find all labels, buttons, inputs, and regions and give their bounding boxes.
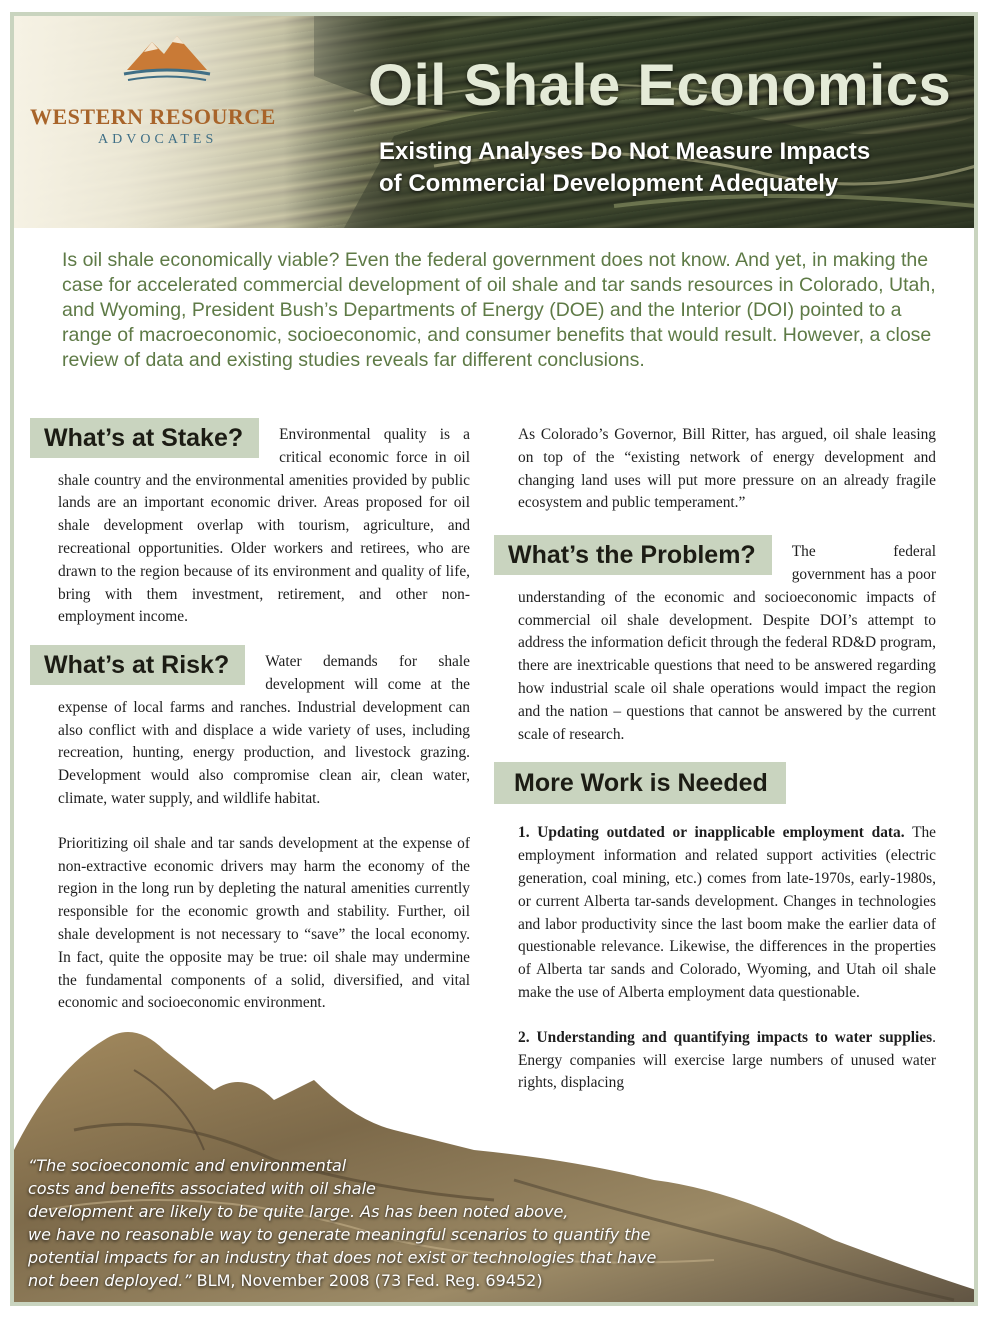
logo-subtitle: ADVOCATES [98, 132, 218, 147]
stake-paragraph: Environmental quality is a critical economic force in oil shale country and the environmental amenities provided by public lands are an important economic driver. Areas proposed for oil shale development overlap with tourism, agriculture, and recreational opportunities. Older workers and retirees, who are drawn to the region because of its environment and quality of life, bring with them investment, retirement, and other non-employment income. [58, 426, 470, 626]
governor-paragraph: As Colorado’s Governor, Bill Ritter, has argued, oil shale leasing on top of the “existing network of energy development and changing land uses will put more pressure on an already fragile ecosystem and public temperament.” [518, 426, 936, 512]
page-subtitle [379, 136, 959, 200]
left-column [44, 424, 470, 1015]
quote-line: we have no reasonable way to generate meaningful scenarios to quantify the [28, 1225, 651, 1244]
problem-paragraph: The federal government has a poor understanding of the economic and socioeconomic impacts of commercial oil shale development. Despite DOI’s attempt to address the information deficit through the federal RD&D program, there are inextricable questions that need to be answered regarding how industrial scale oil shale operations would impact the region and the nation – questions that cannot be answered by the current scale of research. [518, 543, 936, 743]
right-column [508, 424, 936, 1095]
mountain-logo-icon [122, 30, 212, 85]
quote-line: not been deployed.” [28, 1271, 192, 1290]
header-banner [14, 16, 976, 228]
item-2-text: . Energy companies will exercise large numbers of unused water rights, displacing [518, 1028, 936, 1092]
item-2-paragraph [518, 1027, 936, 1095]
intro-paragraph: Is oil shale economically viable? Even the federal government does not know. And yet, in making the case for accelerated commercial development of oil shale and tar sands resources in Colorado, Utah, and Wyoming, President Bush’s Departments of Energy (DOE) and the Interior (DOI) pointed to a range of macroeconomic, socioeconomic, and consumer benefits that would result. However, a close review of data and existing studies reveals far different conclusions. [62, 249, 936, 371]
quote-line: costs and benefits associated with oil shale [28, 1179, 376, 1198]
item-1-title: 1. Updating outdated or inapplicable employment data. [518, 824, 905, 842]
item-1-text: The employment information and related support activities (electric generation, coal mining, etc.) comes from late-1970s, early-1980s, or current Alberta tar-sands development. Changes in technologies and labor productivity since the last boom make the earlier data of questionable relevance. Likewise, the differences in the properties of Alberta tar sands and Colorado, Wyoming, and Utah oil shale make the use of Alberta employment data questionable. [518, 824, 936, 1001]
subtitle-line: of Commercial Development Adequately [379, 170, 839, 197]
logo [22, 30, 292, 160]
heading-whats-the-problem: What’s the Problem? [494, 535, 772, 575]
blm-quote [28, 1154, 748, 1292]
quote-citation: BLM, November 2008 (73 Fed. Reg. 69452) [191, 1271, 543, 1290]
quote-line: potential impacts for an industry that does not exist or technologies that have [28, 1248, 657, 1267]
item-1-paragraph [518, 822, 936, 1004]
heading-more-work-needed: More Work is Needed [494, 762, 786, 804]
heading-whats-at-risk: What’s at Risk? [30, 645, 245, 685]
subtitle-line: Existing Analyses Do Not Measure Impacts [379, 138, 871, 165]
risk-paragraph: Water demands for shale development will come at the expense of local farms and ranches. Industrial development can also conflict with and displace a wide variety of uses, including recreation, hunting, energy production, and livestock grazing. Development would also compromise clean air, clean water, climate, water supply, and wildlife habitat. [58, 653, 470, 807]
item-2-title: 2. Understanding and quantifying impacts to water supplies [518, 1028, 933, 1046]
quote-line: development are likely to be quite large. As has been noted above, [28, 1202, 569, 1221]
prioritizing-paragraph: Prioritizing oil shale and tar sands development at the expense of non-extractive economic drivers may harm the economy of the region in the long run by depleting the natural amenities currently responsible for the economic growth and stability. Further, oil shale development is not necessary to “save” the local economy. In fact, quite the opposite may be true: oil shale may undermine the fundamental components of a solid, diversified, and vital economic and socioeconomic environment. [58, 834, 470, 1012]
heading-whats-at-stake: What’s at Stake? [30, 418, 259, 458]
logo-name: WESTERN RESOURCE [30, 104, 276, 129]
quote-last-line [28, 1269, 748, 1292]
page-title: Oil Shale Economics [368, 53, 952, 118]
quote-line: “The socioeconomic and environmental [28, 1156, 347, 1175]
